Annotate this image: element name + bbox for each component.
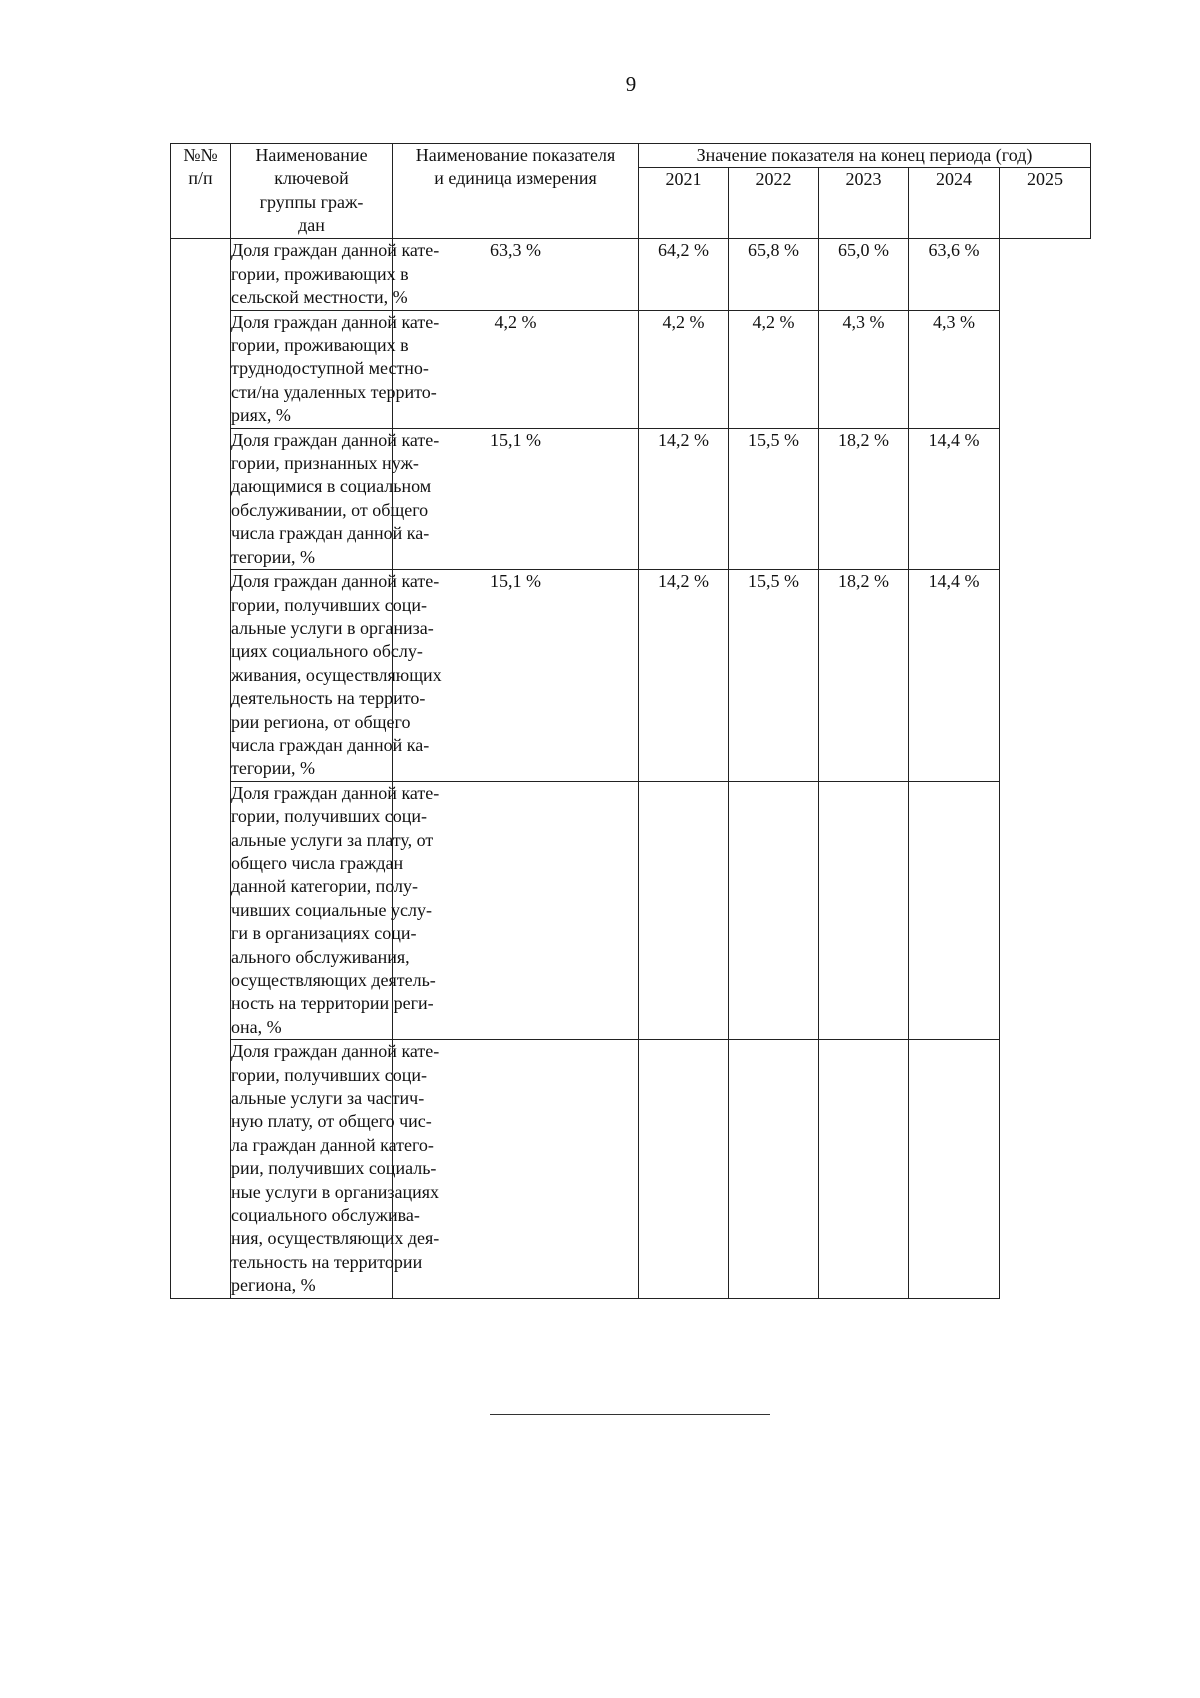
indicator-line: живания, осуществляющих <box>231 664 442 685</box>
indicator-cell <box>231 1040 440 1298</box>
number-cell <box>171 239 231 1298</box>
header-year: 2021 <box>639 168 729 239</box>
value-cell: 15,1 % <box>393 428 639 569</box>
indicator-cell <box>231 239 440 310</box>
header-key-group-line: дан <box>298 215 325 236</box>
indicator-line: Доля граждан данной кате- <box>231 429 440 450</box>
indicator-line: ные услуги в организациях <box>231 1181 439 1202</box>
header-indicator <box>393 144 639 239</box>
value-cell: 63,3 % <box>393 239 639 310</box>
indicator-line: обслуживании, от общего <box>231 499 429 520</box>
table-row <box>171 1040 1091 1298</box>
value-cell: 15,1 % <box>393 570 639 782</box>
indicator-line: гории, признанных нуж- <box>231 453 419 474</box>
indicator-line: сти/на удаленных террито- <box>231 381 437 402</box>
indicator-line: Доля граждан данной кате- <box>231 782 440 803</box>
indicator-line: сельской местности, % <box>231 287 408 308</box>
indicator-line: деятельность на террито- <box>231 688 426 709</box>
indicator-line: гории, получивших соци- <box>231 806 428 827</box>
indicator-line: альные услуги за частич- <box>231 1088 425 1109</box>
indicator-line: альные услуги в организа- <box>231 617 434 638</box>
indicator-line: ния, осуществляющих дея- <box>231 1228 440 1249</box>
indicator-line: Доля граждан данной кате- <box>231 571 440 592</box>
value-cell <box>639 1040 729 1298</box>
header-number-line: №№ <box>183 145 218 165</box>
indicator-line: тегории, % <box>231 546 316 567</box>
indicator-line: региона, % <box>231 1275 316 1296</box>
indicator-line: рии региона, от общего <box>231 711 411 732</box>
footnote-separator <box>490 1414 770 1415</box>
indicator-line: труднодоступной местно- <box>231 358 429 379</box>
value-cell <box>639 781 729 1039</box>
indicator-line: риях, % <box>231 405 291 426</box>
value-cell <box>729 1040 819 1298</box>
value-cell: 14,2 % <box>639 570 729 782</box>
indicator-line: она, % <box>231 1016 282 1037</box>
value-cell: 65,8 % <box>729 239 819 310</box>
value-cell <box>819 1040 909 1298</box>
indicator-line: Доля граждан данной кате- <box>231 1041 440 1062</box>
table-row <box>171 428 1091 569</box>
indicator-line: числа граждан данной ка- <box>231 523 430 544</box>
value-cell: 18,2 % <box>819 428 909 569</box>
header-number-line: п/п <box>188 168 213 189</box>
header-year: 2022 <box>729 168 819 239</box>
page-number: 9 <box>625 72 637 96</box>
value-cell: 14,4 % <box>909 570 1000 782</box>
indicator-line: гории, проживающих в <box>231 263 409 284</box>
indicator-line: социального обслужива- <box>231 1205 420 1226</box>
value-cell: 4,2 % <box>393 310 639 428</box>
indicator-line: ную плату, от общего чис- <box>231 1111 432 1132</box>
indicator-line: тельность на территории <box>231 1251 423 1272</box>
header-key-group <box>231 144 393 239</box>
header-year: 2024 <box>909 168 1000 239</box>
indicator-line: числа граждан данной ка- <box>231 734 430 755</box>
indicator-line: чивших социальные услу- <box>231 899 432 920</box>
indicator-cell <box>231 428 440 569</box>
header-key-group-line: группы граж- <box>259 191 364 212</box>
header-year: 2025 <box>1000 168 1091 239</box>
indicator-line: дающимися в социальном <box>231 476 432 497</box>
indicator-line: гории, получивших соци- <box>231 1064 428 1085</box>
indicator-line: ла граждан данной катего- <box>231 1134 434 1155</box>
header-indicator-line: Наименование показателя <box>415 145 616 165</box>
value-cell: 18,2 % <box>819 570 909 782</box>
indicator-line: рии, получивших социаль- <box>231 1158 437 1179</box>
indicator-line: гории, получивших соци- <box>231 594 428 615</box>
value-cell: 64,2 % <box>639 239 729 310</box>
value-cell <box>729 781 819 1039</box>
indicator-line: Доля граждан данной кате- <box>231 240 440 261</box>
value-cell: 4,2 % <box>639 310 729 428</box>
indicator-line: данной категории, полу- <box>231 876 418 897</box>
header-key-group-line: Наименование <box>255 145 368 165</box>
value-cell: 4,3 % <box>909 310 1000 428</box>
indicator-line: осуществляющих деятель- <box>231 970 436 990</box>
indicator-line: циях социального обслу- <box>231 641 423 662</box>
table-row <box>171 570 1091 782</box>
header-number <box>171 144 231 239</box>
value-cell: 15,5 % <box>729 428 819 569</box>
value-cell: 63,6 % <box>909 239 1000 310</box>
value-cell: 14,2 % <box>639 428 729 569</box>
indicator-line: ность на территории реги- <box>231 993 434 1014</box>
value-cell: 4,3 % <box>819 310 909 428</box>
indicator-line: гории, проживающих в <box>231 335 409 356</box>
header-value-period: Значение показателя на конец периода (год) <box>639 144 1091 168</box>
indicator-cell <box>231 570 442 782</box>
header-indicator-line: и единица измерения <box>434 168 597 189</box>
value-cell: 65,0 % <box>819 239 909 310</box>
indicator-cell <box>231 781 440 1039</box>
header-key-group-line: ключевой <box>274 168 349 189</box>
indicator-line: тегории, % <box>231 758 316 779</box>
value-cell: 4,2 % <box>729 310 819 428</box>
indicator-line: Доля граждан данной кате- <box>231 311 440 332</box>
value-cell: 15,5 % <box>729 570 819 782</box>
indicator-line: альные услуги за плату, от <box>231 829 434 850</box>
indicator-line: общего числа граждан <box>231 852 404 873</box>
value-cell <box>909 781 1000 1039</box>
value-cell <box>819 781 909 1039</box>
indicator-line: ального обслуживания, <box>231 946 410 967</box>
header-year: 2023 <box>819 168 909 239</box>
value-cell: 14,4 % <box>909 428 1000 569</box>
indicator-line: ги в организациях соци- <box>231 923 417 944</box>
table-row <box>171 310 1091 428</box>
indicators-table <box>170 143 1091 1299</box>
table-row <box>171 781 1091 1039</box>
table-row <box>171 239 1091 310</box>
indicator-cell <box>231 310 440 428</box>
header-row-top <box>171 144 1091 168</box>
value-cell <box>909 1040 1000 1298</box>
